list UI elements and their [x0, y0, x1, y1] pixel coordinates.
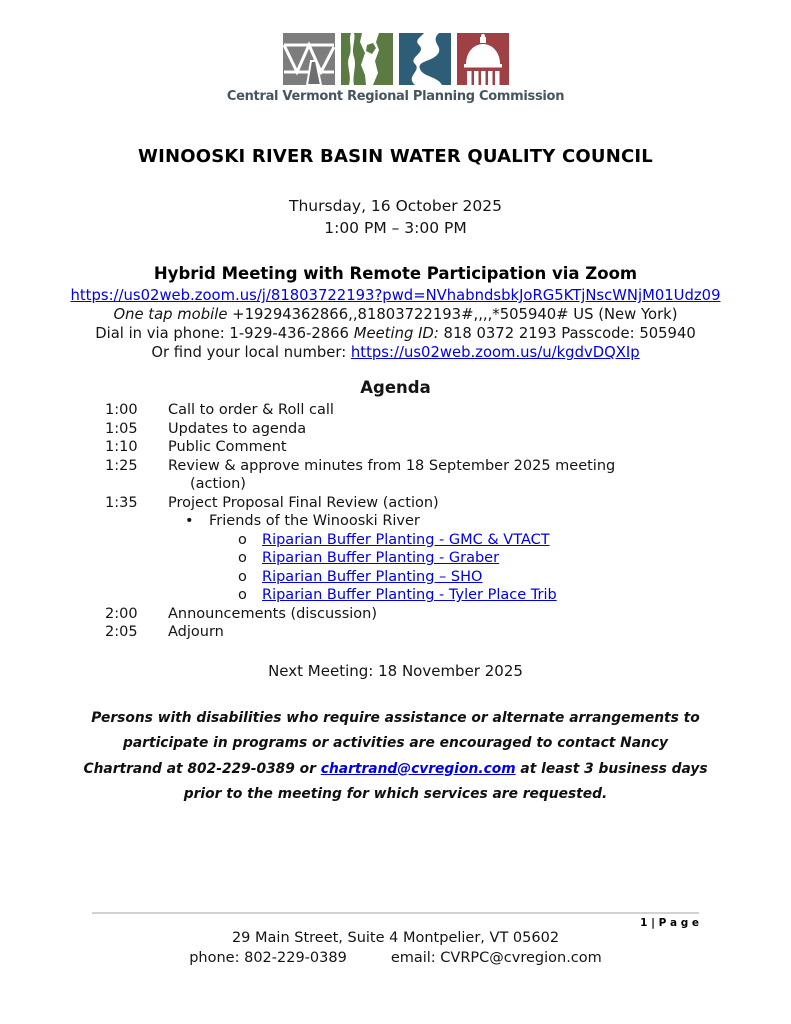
footer-address: 29 Main Street, Suite 4 Montpelier, VT 05602	[231, 930, 560, 946]
agenda-item-time: 1:05	[105, 420, 138, 437]
river-icon	[399, 33, 451, 85]
proposal-link-tyler-place[interactable]: Riparian Buffer Planting - Tyler Place Trib	[262, 587, 557, 603]
proposal-link-row	[238, 568, 791, 587]
footer-email: email: CVRPC@cvregion.com	[390, 950, 602, 966]
local-number-link[interactable]: https://us02web.zoom.us/u/kgdvDQXIp	[350, 344, 640, 361]
bridge-icon	[283, 33, 335, 85]
agenda-item-text	[168, 457, 791, 494]
proposal-link-row	[238, 531, 791, 550]
logo-header	[0, 33, 791, 104]
agenda-item-text: Updates to agenda	[168, 420, 307, 437]
org-name: Central Vermont Regional Planning Commission	[226, 89, 565, 104]
bullet-icon: •	[185, 513, 194, 529]
meeting-id-label: Meeting ID:	[353, 325, 439, 342]
proposal-link-gmc-vtact[interactable]: Riparian Buffer Planting - GMC & VTACT	[262, 531, 550, 548]
agenda-heading: Agenda	[360, 378, 431, 397]
footer-phone: phone: 802-229-0389	[189, 950, 347, 966]
proposal-link-row	[238, 586, 791, 605]
agenda-item-time: 1:25	[105, 457, 138, 474]
zoom-join-link[interactable]: https://us02web.zoom.us/j/81803722193?pwd=NVhabndsbkJoRG5KTjNscWNjM01Udz09	[70, 287, 721, 304]
local-number-line	[0, 343, 791, 362]
agenda-item-time: 1:00	[105, 402, 138, 418]
notice-text-after: at least 3 business days prior to the meeting for which services are requested.	[183, 760, 708, 802]
meeting-time: 1:00 PM – 3:00 PM	[324, 219, 467, 237]
circle-bullet-icon: o	[238, 531, 247, 548]
agenda-item-time: 1:10	[105, 439, 138, 455]
agenda-item	[105, 494, 791, 513]
agenda-sub-item-text: Friends of the Winooski River	[209, 513, 420, 529]
agenda-item-time: 1:35	[105, 494, 138, 511]
footer-contact	[92, 950, 699, 966]
agenda-section	[0, 378, 791, 642]
page-title: WINOOSKI RIVER BASIN WATER QUALITY COUNCIL	[138, 146, 653, 167]
meeting-date: Thursday, 16 October 2025	[289, 197, 502, 215]
agenda-item-time: 2:00	[105, 605, 138, 622]
circle-bullet-icon: o	[238, 587, 247, 603]
agenda-item-time: 2:05	[105, 624, 138, 640]
dial-in-number: Dial in via phone: 1-929-436-2866	[95, 325, 349, 342]
circle-bullet-icon: o	[238, 550, 247, 566]
meeting-datetime	[0, 195, 791, 239]
dial-in-line	[0, 324, 791, 343]
contact-email-link[interactable]: chartrand@cvregion.com	[320, 760, 516, 777]
agenda-item-text: Adjourn	[168, 624, 224, 640]
agenda-sub-item	[185, 512, 791, 531]
accessibility-notice	[82, 706, 710, 808]
agenda-list	[105, 401, 791, 642]
agenda-item	[105, 420, 791, 439]
one-tap-line	[0, 305, 791, 324]
zoom-heading: Hybrid Meeting with Remote Participation via Zoom	[153, 264, 638, 283]
vermont-map-icon	[341, 33, 393, 85]
agenda-item	[105, 605, 791, 624]
one-tap-value: +19294362866,,81803722193#,,,,*505940# US (New York)	[232, 306, 678, 323]
page-number: 1 | P a g e	[640, 917, 699, 929]
zoom-join-line	[0, 286, 791, 305]
agenda-item-text-line2: (action)	[190, 476, 246, 492]
agenda-item	[105, 623, 791, 642]
proposal-link-sho[interactable]: Riparian Buffer Planting – SHO	[262, 568, 483, 585]
agenda-item	[105, 457, 791, 494]
agenda-item-text-line1: Review & approve minutes from 18 September 2025 meeting	[168, 457, 616, 474]
circle-bullet-icon: o	[238, 568, 247, 585]
capitol-dome-icon	[457, 33, 509, 85]
footer-divider	[92, 912, 699, 914]
zoom-info-section	[0, 264, 791, 362]
agenda-item	[105, 438, 791, 457]
agenda-item-text: Call to order & Roll call	[168, 402, 334, 418]
proposal-link-row	[238, 549, 791, 568]
agenda-item	[105, 401, 791, 420]
proposal-link-graber[interactable]: Riparian Buffer Planting - Graber	[262, 550, 500, 566]
meeting-id-value: 818 0372 2193 Passcode: 505940	[443, 325, 696, 342]
logo	[0, 33, 791, 85]
notice-text-before: Persons with disabilities who require assistance or alternate arrangements to participate in programs or activities are encouraged to contact Nancy Chartrand at 802-229-0389 or	[83, 709, 700, 777]
one-tap-label: One tap mobile	[113, 306, 228, 323]
next-meeting-line: Next Meeting: 18 November 2025	[268, 661, 523, 680]
agenda-item-text: Public Comment	[168, 439, 287, 455]
page-footer	[92, 912, 699, 966]
local-number-label: Or find your local number:	[151, 344, 347, 361]
agenda-item-text: Project Proposal Final Review (action)	[168, 494, 439, 511]
agenda-item-text: Announcements (discussion)	[168, 605, 377, 622]
